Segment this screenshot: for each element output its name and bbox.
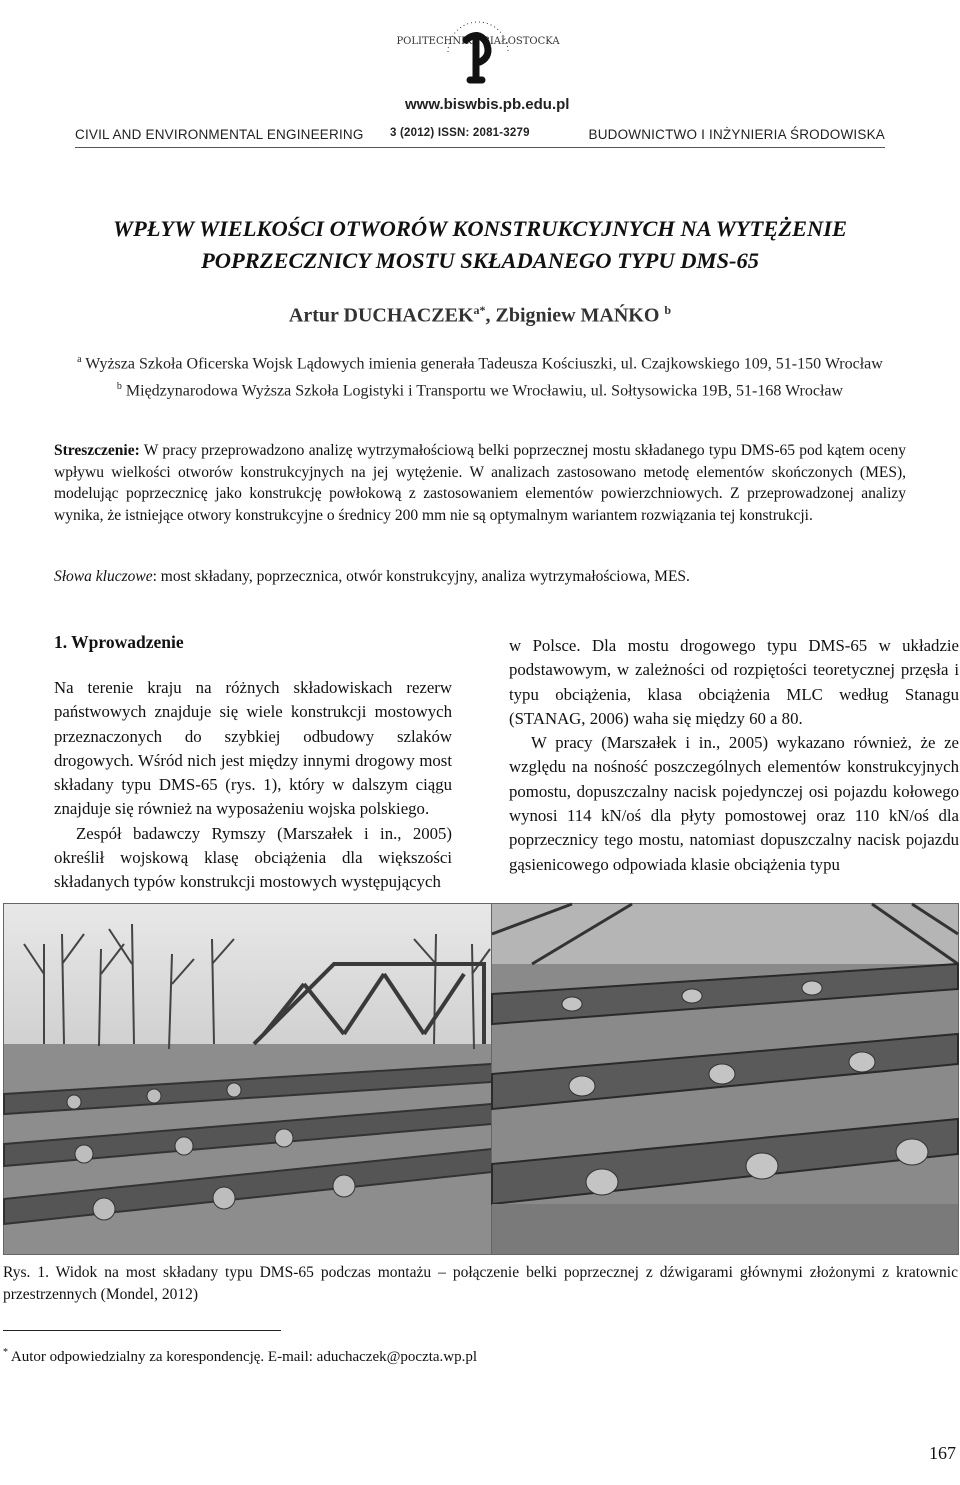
affiliations [0, 348, 960, 403]
abstract-text: W pracy przeprowadzono analizę wytrzymałościową belki poprzecznej mostu składanego typu DMS-65 pod kątem oceny wpływu wielkości otworów konstrukcyjnych na jej wytężenie. W analizach zastosowano metodę elementów skończonych (MES), modelując poprzecznicę jako konstrukcję powłokową z zastosowaniem elementów powierzchniowych. Z przeprowadzonej analizy wynika, że istniejące otwory konstrukcyjne o średnicy 200 mm nie są optymalnym wariantem rozwiązania tej konstrukcji. [54, 442, 906, 524]
logo-emblem-icon [396, 18, 560, 98]
journal-header-bar [75, 127, 885, 147]
figure-caption: Rys. 1. Widok na most składany typu DMS-65 podczas montażu – połączenie belki poprzecznej z dźwigarami głównymi złożonymi z kratownic przestrzennych (Mondel, 2012) [3, 1264, 958, 1303]
bridge-photo-right [491, 903, 959, 1255]
journal-url[interactable]: www.biswbis.pb.edu.pl [405, 96, 570, 113]
header-divider [75, 147, 885, 148]
paragraph-3: w Polsce. Dla mostu drogowego typu DMS-65 w układzie podstawowym, w zależności od rozpiętości teoretycznej przęsła i typu obciążenia, klasa obciążenia MLC według Stanagu (STANAG, 2006) waha się między 60 a 80. [509, 636, 959, 728]
author-separator: , [485, 304, 496, 327]
footnote-mark: * [3, 1347, 8, 1358]
footnote-text: Autor odpowiedzialny za korespondencję. E-mail: aduchaczek@poczta.wp.pl [8, 1349, 478, 1365]
affiliation-b-text: Międzynarodowa Wyższa Szkoła Logistyki i Transportu we Wrocławiu, ul. Sołtysowicka 19B, 51-168 Wrocław [121, 382, 844, 400]
university-logo [396, 18, 560, 98]
affiliation-a [0, 348, 960, 375]
footnote-divider [3, 1330, 281, 1331]
affiliation-b [0, 375, 960, 402]
right-column [509, 634, 959, 877]
abstract [54, 440, 906, 526]
author-2: Zbigniew MAŃKO [495, 304, 660, 327]
affiliation-b-mark: b [116, 381, 122, 393]
journal-issue: 3 (2012) ISSN: 2081-3279 [390, 127, 530, 139]
paragraph-4: W pracy (Marszałek i in., 2005) wykazano również, że ze względu na nośność poszczególnych elementów konstrukcyjnych pomostu, dopuszczalny nacisk pojedynczej osi pojazdu kołowego wynosi 114 kN/oś dla płyty pomostowej oraz 110 kN/oś dla poprzecznicy tego mostu, natomiast dopuszczalny nacisk pojazdu gąsienicowego odpowiada klasie obciążenia typu [509, 733, 959, 874]
paragraph-2: Zespół badawczy Rymszy (Marszałek i in., 2005) określił wojskową klasę obciążenia dla większości składanych typów konstrukcji mostowych występujących [54, 823, 452, 892]
svg-text:POLITECHNIKA BIAŁOSTOCKA: POLITECHNIKA BIAŁOSTOCKA [396, 36, 560, 47]
title-line-2: POPRZECZNICY MOSTU SKŁADANEGO TYPU DMS-65 [201, 248, 759, 273]
paper-title [0, 213, 960, 277]
page-number: 167 [929, 1443, 956, 1463]
journal-name-en: CIVIL AND ENVIRONMENTAL ENGINEERING [75, 127, 364, 142]
title-line-1: WPŁYW WIELKOŚCI OTWORÓW KONSTRUKCYJNYCH NA WYTĘŻENIE [112, 216, 848, 241]
journal-name-pl: BUDOWNICTWO I INŻYNIERIA ŚRODOWISKA [588, 127, 885, 142]
paper-authors [0, 303, 960, 328]
author-1: Artur DUCHACZEK [288, 304, 474, 327]
keywords-text: : most składany, poprzecznica, otwór konstrukcyjny, analiza wytrzymałościowa, MES. [152, 568, 690, 585]
footnote [3, 1347, 477, 1366]
left-column [54, 676, 452, 895]
paragraph-1: Na terenie kraju na różnych składowiskach rezerw państwowych znajduje się wiele konstrukcji mostowych przeznaczonych do szybkiej odbudowy szlaków drogowych. Wśród nich jest między innymi drogowy most składany typu DMS-65 (rys. 1), który w dalszym ciągu znajduje się również na wyposażeniu wojska polskiego. [54, 678, 452, 819]
bridge-photo-left [3, 903, 493, 1255]
abstract-label: Streszczenie: [54, 442, 140, 459]
keywords [54, 566, 906, 587]
affiliation-a-text: Wyższa Szkoła Oficerska Wojsk Lądowych imienia generała Tadeusza Kościuszki, ul. Czajkowskiego 109, 51-150 Wrocław [81, 355, 883, 373]
author-1-mark: a* [473, 303, 486, 317]
author-2-mark: b [664, 303, 672, 317]
keywords-label: Słowa kluczowe [54, 568, 153, 585]
section-heading: 1. Wprowadzenie [54, 632, 184, 652]
affiliation-a-mark: a [77, 354, 82, 365]
